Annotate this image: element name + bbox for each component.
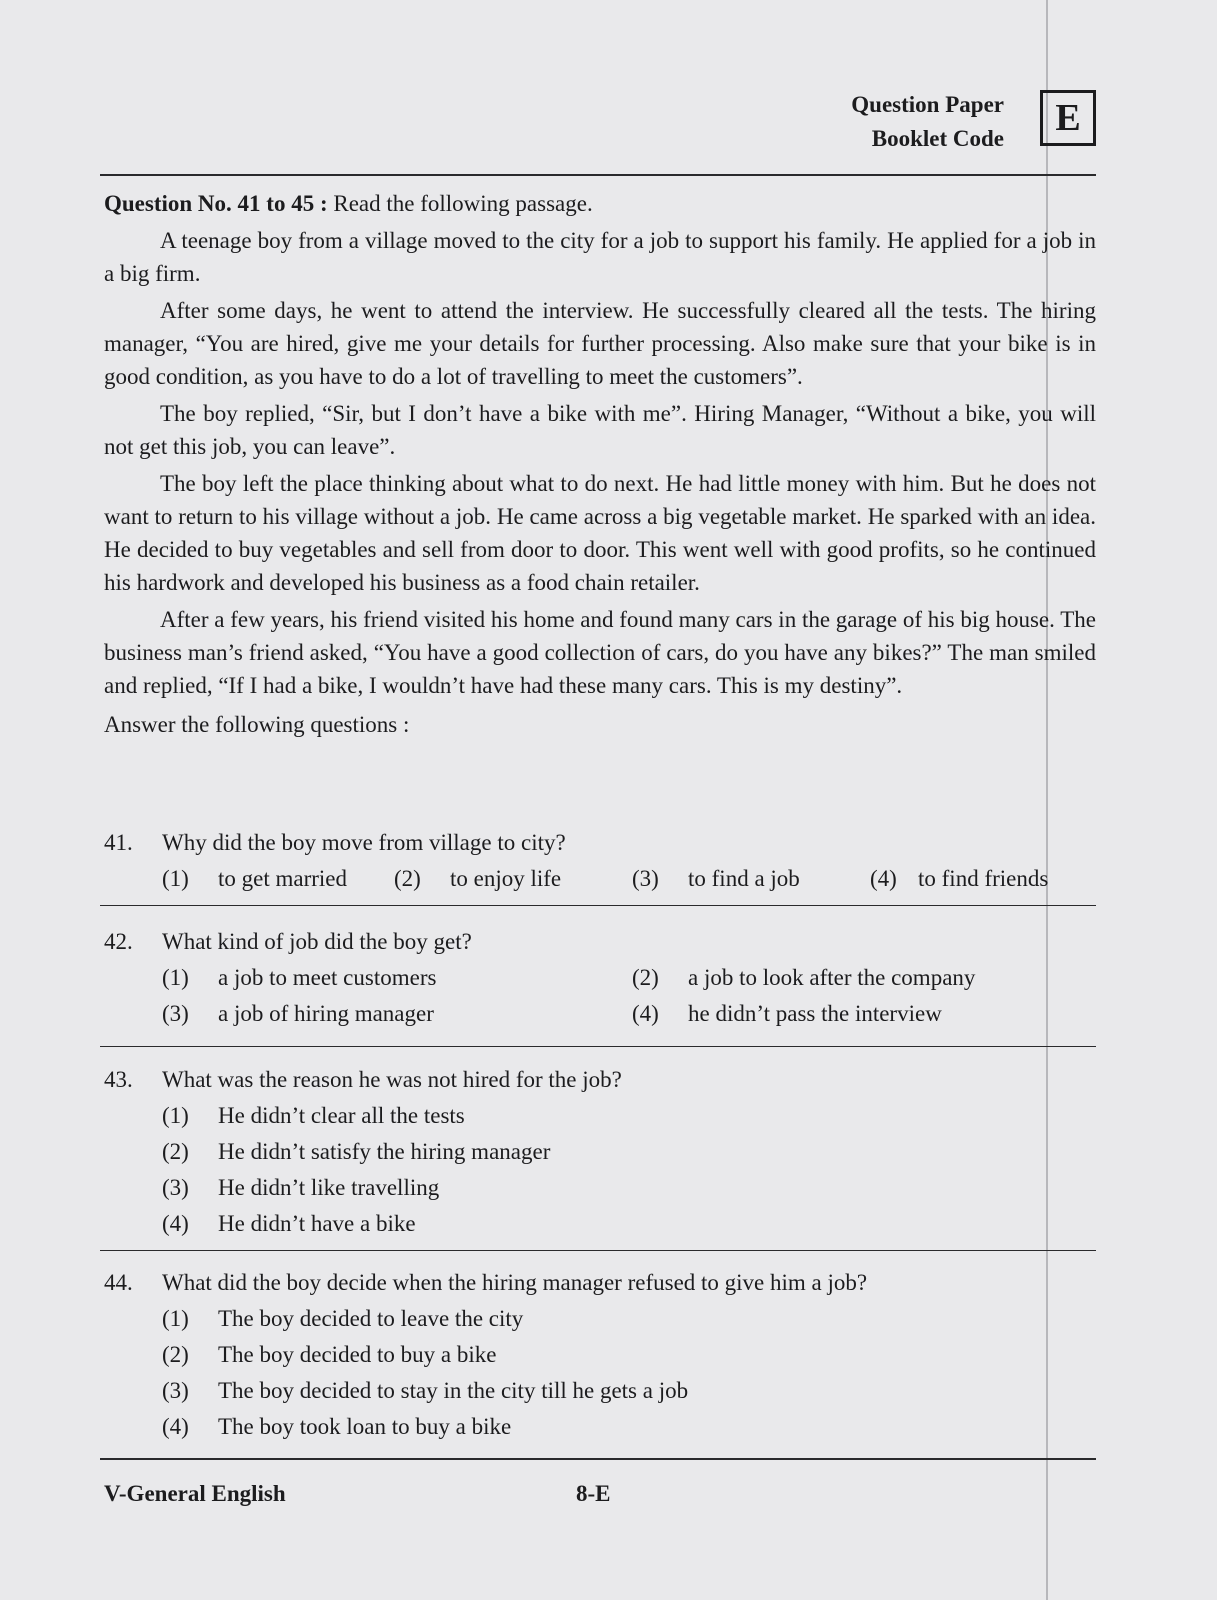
question-number: 44. bbox=[104, 1270, 133, 1295]
option-number: (1) bbox=[162, 1306, 189, 1331]
option-1[interactable] bbox=[162, 1098, 1096, 1134]
booklet-code-block bbox=[848, 88, 1096, 154]
question-number: 42. bbox=[104, 929, 133, 954]
option-3[interactable] bbox=[162, 1170, 1096, 1206]
option-number: (2) bbox=[162, 1342, 189, 1367]
option-number: (3) bbox=[162, 1001, 189, 1026]
option-number: (2) bbox=[632, 965, 659, 990]
passage-paragraph: The boy replied, “Sir, but I don’t have a bike with me”. Hiring Manager, “Without a bike, you will not get this job, you can leave”. bbox=[104, 401, 1096, 459]
option-2[interactable] bbox=[394, 861, 632, 897]
options-row bbox=[162, 861, 1096, 897]
question-number: 43. bbox=[104, 1067, 133, 1092]
question-text: What kind of job did the boy get? bbox=[162, 929, 472, 954]
passage-heading bbox=[104, 187, 1096, 220]
option-number: (1) bbox=[162, 866, 189, 891]
option-1[interactable] bbox=[162, 861, 394, 897]
option-number: (1) bbox=[162, 1103, 189, 1128]
question-text: Why did the boy move from village to city? bbox=[162, 830, 566, 855]
question-divider bbox=[100, 1046, 1096, 1047]
options-list bbox=[162, 1301, 1096, 1445]
option-number: (3) bbox=[162, 1378, 189, 1403]
passage-heading-rest: Read the following passage. bbox=[327, 191, 593, 216]
option-3[interactable] bbox=[162, 1373, 1096, 1409]
header-divider bbox=[100, 174, 1096, 176]
question-42 bbox=[104, 924, 1096, 1032]
option-number: (4) bbox=[870, 866, 897, 891]
passage-section bbox=[104, 187, 1096, 741]
passage-paragraph: A teenage boy from a village moved to the city for a job to support his family. He applied for a job in a big firm. bbox=[104, 228, 1096, 286]
option-number: (3) bbox=[162, 1175, 189, 1200]
option-text: a job of hiring manager bbox=[218, 1001, 434, 1026]
option-2[interactable] bbox=[632, 960, 1096, 996]
option-number: (2) bbox=[162, 1139, 189, 1164]
option-3[interactable] bbox=[632, 861, 870, 897]
option-text: He didn’t have a bike bbox=[218, 1211, 416, 1236]
option-text: He didn’t satisfy the hiring manager bbox=[218, 1139, 551, 1164]
footer-divider bbox=[100, 1458, 1096, 1460]
question-divider bbox=[100, 1250, 1096, 1251]
option-text: The boy took loan to buy a bike bbox=[218, 1414, 512, 1439]
booklet-code-label-line2: Booklet Code bbox=[871, 126, 1004, 151]
answer-instruction: Answer the following questions : bbox=[104, 712, 410, 737]
option-text: to get married bbox=[218, 866, 348, 891]
option-text: to find a job bbox=[688, 866, 800, 891]
booklet-code-label-line1: Question Paper bbox=[851, 92, 1004, 117]
option-2[interactable] bbox=[162, 1337, 1096, 1373]
option-text: The boy decided to buy a bike bbox=[218, 1342, 497, 1367]
options-list bbox=[162, 1098, 1096, 1242]
passage-heading-bold: Question No. 41 to 45 : bbox=[104, 191, 328, 216]
option-number: (3) bbox=[632, 866, 659, 891]
option-4[interactable] bbox=[162, 1409, 1096, 1445]
option-1[interactable] bbox=[162, 1301, 1096, 1337]
option-text: to find friends bbox=[918, 866, 1049, 891]
question-text: What was the reason he was not hired for the job? bbox=[162, 1067, 622, 1092]
option-number: (4) bbox=[632, 1001, 659, 1026]
option-4[interactable] bbox=[870, 861, 1048, 897]
question-41 bbox=[104, 825, 1096, 897]
booklet-code-box: E bbox=[1040, 90, 1096, 146]
option-number: (2) bbox=[394, 866, 421, 891]
question-divider bbox=[100, 905, 1096, 906]
option-4[interactable] bbox=[632, 996, 1096, 1032]
option-text: He didn’t clear all the tests bbox=[218, 1103, 465, 1128]
option-text: a job to meet customers bbox=[218, 965, 437, 990]
option-2[interactable] bbox=[162, 1134, 1096, 1170]
option-number: (4) bbox=[162, 1414, 189, 1439]
option-text: a job to look after the company bbox=[688, 965, 976, 990]
question-text: What did the boy decide when the hiring manager refused to give him a job? bbox=[162, 1270, 868, 1295]
page-number: 8-E bbox=[576, 1481, 611, 1506]
option-4[interactable] bbox=[162, 1206, 1096, 1242]
option-text: to enjoy life bbox=[450, 866, 562, 891]
option-text: He didn’t like travelling bbox=[218, 1175, 440, 1200]
option-text: he didn’t pass the interview bbox=[688, 1001, 942, 1026]
options-grid bbox=[162, 960, 1096, 1032]
question-44 bbox=[104, 1265, 1096, 1445]
question-number: 41. bbox=[104, 830, 133, 855]
option-text: The boy decided to leave the city bbox=[218, 1306, 524, 1331]
passage-paragraph: After a few years, his friend visited his home and found many cars in the garage of his big house. The business man’s friend asked, “You have a good collection of cars, do you have any bikes?” The man smiled and replied, “If I had a bike, I wouldn’t have had these many cars. This is my destiny”. bbox=[104, 607, 1096, 698]
option-3[interactable] bbox=[162, 996, 632, 1032]
option-number: (4) bbox=[162, 1211, 189, 1236]
subject-title: V-General English bbox=[104, 1481, 286, 1506]
question-43 bbox=[104, 1062, 1096, 1242]
option-text: The boy decided to stay in the city till he gets a job bbox=[218, 1378, 689, 1403]
passage-paragraph: After some days, he went to attend the interview. He successfully cleared all the tests. The hiring manager, “You are hired, give me your details for further processing. Also make sure that your bike is in good condition, as you have to do a lot of travelling to meet the customers”. bbox=[104, 298, 1096, 389]
option-number: (1) bbox=[162, 965, 189, 990]
passage-paragraph: The boy left the place thinking about what to do next. He had little money with him. But he does not want to return to his village without a job. He came across a big vegetable market. He sparked with an idea. He decided to buy vegetables and sell from door to door. This went well with good profits, so he continued his hardwork and developed his business as a food chain retailer. bbox=[104, 471, 1096, 595]
option-1[interactable] bbox=[162, 960, 632, 996]
